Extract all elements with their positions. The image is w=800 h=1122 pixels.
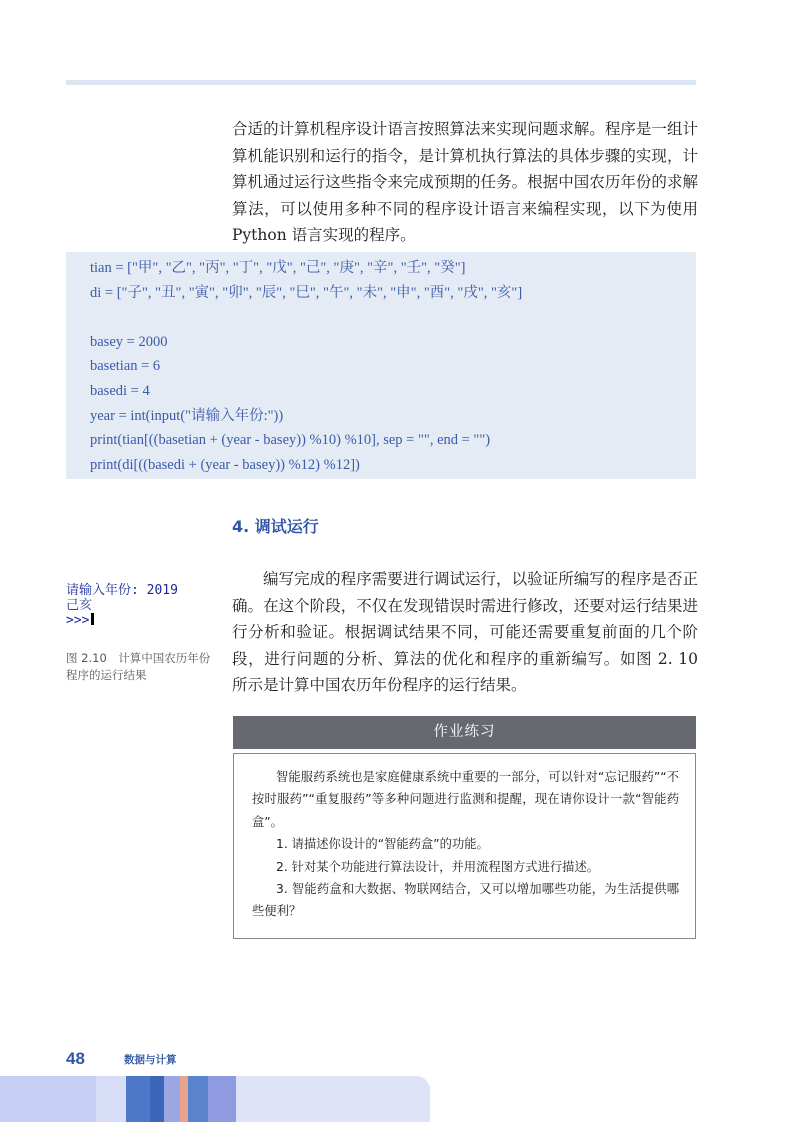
code-line: print(di[((basedi + (year - basey)) %12) %12]) [90,456,360,473]
book-title: 数据与计算 [124,1054,177,1066]
code-line: tian = ["甲", "乙", "丙", "丁", "戊", "己", "庚", "辛", "壬", "癸"] [90,260,466,276]
code-line: year = int(input("请输入年份:")) [90,407,284,424]
console-line: 请输入年份: 2019 [66,583,178,598]
code-line: print(tian[((basetian + (year - basey)) %10) %10], sep = "", end = "") [90,432,491,449]
intro-paragraph: 合适的计算机程序设计语言按照算法来实现问题求解。程序是一组计算机能识别和运行的指令，是计算机执行算法的具体步骤的实现，计算机通过运行这些指令来完成预期的任务。根据中国农历年份的求解算法，可以使用多种不同的程序设计语言来编程实现，以下为使用 Python 语言实现的程序。 [232,120,698,244]
homework-intro: 智能服药系统也是家庭健康系统中重要的一部分，可以针对“忘记服药”“不按时服药”“重复服药”等多种问题进行监测和提醒，现在请你设计一款“智能药盒”。 [252,770,679,829]
footer-stripe [150,1076,164,1122]
code-line: basey = 2000 [90,333,168,350]
footer-stripe [208,1076,236,1122]
top-rule [66,80,696,85]
console-prompt: >>> [66,613,90,628]
homework-box [233,753,696,939]
console-prompt-line [66,613,216,628]
footer-stripe [0,1076,96,1122]
footer-stripe [164,1076,180,1122]
console-line: 己亥 [66,598,93,613]
code-line: basetian = 6 [90,358,161,375]
code-line: basedi = 4 [90,382,150,399]
code-block [66,252,696,479]
footer-decoration [0,1076,430,1122]
code-line [90,305,696,330]
body-paragraph: 编写完成的程序需要进行调试运行，以验证所编写的程序是否正确。在这个阶段，不仅在发现错误时需进行修改，还要对运行结果进行分析和验证。根据调试结果不同，可能还需要重复前面的几个阶段，进行问题的分析、算法的优化和程序的重新编写。如图 2. 10 所示是计算中国农历年份程序的运行结果。 [232,570,698,694]
footer-stripe [126,1076,150,1122]
footer-stripe [180,1076,188,1122]
figure-run-result [66,583,216,684]
console-output [66,583,216,628]
code-line: di = ["子", "丑", "寅", "卯", "辰", "巳", "午", "未", "申", "酉", "戌", "亥"] [90,284,523,301]
page-number: 48 [66,1049,85,1068]
homework-item: 3. 智能药盒和大数据、物联网结合，又可以增加哪些功能，为生活提供哪些便利？ [252,882,679,919]
footer-stripe [188,1076,208,1122]
footer-stripe [236,1076,430,1122]
homework-item: 2. 针对某个功能进行算法设计，并用流程图方式进行描述。 [276,859,600,874]
figure-caption: 图 2.10 计算中国农历年份程序的运行结果 [66,651,211,682]
homework-title: 作业练习 [233,716,696,749]
section-title: 4. 调试运行 [232,517,319,536]
cursor-icon [91,613,94,625]
homework-item: 1. 请描述你设计的“智能药盒”的功能。 [276,837,489,852]
footer-stripe [96,1076,126,1122]
